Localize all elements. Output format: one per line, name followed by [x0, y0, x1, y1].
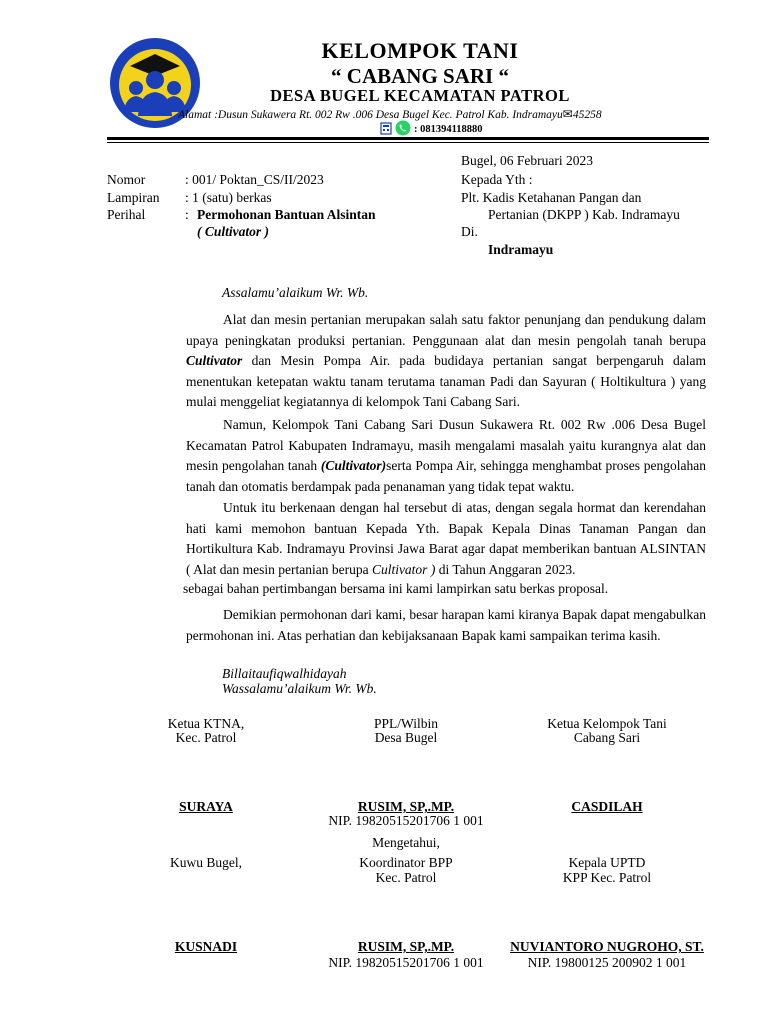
perihal-value: Permohonan Bantuan Alsintan: [197, 207, 376, 222]
perihal-colon: :: [185, 207, 189, 222]
mail-icon: ✉: [562, 107, 573, 121]
recipient-city: Indramayu: [488, 242, 554, 257]
paragraph-3-tail: sebagai bahan pertimbangan bersama ini kami lampirkan satu berkas proposal.: [183, 581, 609, 596]
sig3-name: CASDILAH: [571, 799, 643, 814]
recipient-line-2: Pertanian (DKPP ) Kab. Indramayu: [488, 207, 680, 222]
di-label: Di.: [461, 224, 478, 239]
sig2-name: RUSIM, SP,.MP.: [357, 799, 455, 814]
perihal-label: Perihal: [107, 207, 146, 222]
org-subname: “ CABANG SARI “: [331, 64, 509, 88]
letterhead-divider-thin: [107, 142, 709, 143]
sig2-title-1: PPL/Wilbin: [374, 716, 438, 731]
sig5-title-2: Kec. Patrol: [375, 870, 437, 885]
sig1-name: SURAYA: [179, 799, 233, 814]
org-name: KELOMPOK TANI: [321, 38, 519, 63]
closing-1: Billaitaufiqwalhidayah: [222, 666, 347, 681]
nomor-value: : 001/ Poktan_CS/II/2023: [185, 172, 324, 187]
postal-code: 45258: [572, 109, 602, 121]
greeting: Assalamu’alaikum Wr. Wb.: [222, 285, 369, 300]
sig6-nip: NIP. 19800125 200902 1 001: [527, 955, 687, 970]
lampiran-value: : 1 (satu) berkas: [185, 190, 272, 205]
paragraph-2: Namun, Kelompok Tani Cabang Sari Dusun Sukawera Rt. 002 Rw .006 Desa Bugel Kecamatan Patrol Kabupaten Indramayu, masih mengalami masalah yaitu kurangnya alat dan mesin pengolahan tanah (Cultivator)serta Pompa Air, sehingga menghambat proses pengolahan tanah dan otomatis berdampak pada penanaman yang tidak tepat waktu.: [186, 417, 706, 494]
sig2-nip: NIP. 19820515201706 1 001: [328, 813, 484, 828]
closing-2: Wassalamu’alaikum Wr. Wb.: [222, 681, 377, 696]
telephone-icon: [380, 122, 392, 138]
sig5-name: RUSIM, SP,.MP.: [357, 939, 455, 954]
sig5-nip: NIP. 19820515201706 1 001: [328, 955, 484, 970]
perihal-value-2: ( Cultivator ): [197, 224, 270, 239]
org-village: DESA BUGEL KECAMATAN PATROL: [270, 86, 570, 105]
mengetahui-label: Mengetahui,: [372, 835, 440, 850]
paragraph-3: Untuk itu berkenaan dengan hal tersebut di atas, dengan segala hormat dan kerendahan hati kami memohon bantuan Kepada Yth. Bapak Kepala Dinas Tanaman Pangan dan Hortikultura Kab. Indramayu Provinsi Jawa Barat agar dapat memberikan bantuan ALSINTAN ( Alat dan mesin pertanian berupa Cultivator ) di Tahun Anggaran 2023.: [186, 500, 706, 577]
address-text: Alamat :Dusun Sukawera Rt. 002 Rw .006 Desa Bugel Kec. Patrol Kab. Indramayu: [178, 109, 563, 121]
sig3-title-1: Ketua Kelompok Tani: [547, 716, 667, 731]
sig2-title-2: Desa Bugel: [374, 730, 438, 745]
place-date: Bugel, 06 Februari 2023: [461, 153, 593, 168]
sig4-title: Kuwu Bugel,: [170, 855, 242, 870]
sig6-title-2: KPP Kec. Patrol: [562, 870, 652, 885]
phone-number: : 081394118880: [414, 124, 483, 135]
nomor-label: Nomor: [107, 172, 146, 187]
paragraph-1: Alat dan mesin pertanian merupakan salah satu faktor penunjang dan pendukung dalam upaya peningkatan produksi pertanian. Penggunaan alat dan mesin pengolah tanah berupa Cultivator dan Mesin Pompa Air. pada budidaya pertanian sangat berpengaruh dalam menentukan ketepatan waktu tanam terutama tanaman Padi dan Sayuran ( Holtikultura ) yang mulai menggeliat kegiatannya di kelompok Tani Cabang Sari.: [186, 312, 706, 409]
kepada-label: Kepada Yth :: [461, 172, 533, 187]
sig6-name: NUVIANTORO NUGROHO, ST.: [510, 939, 704, 954]
sig5-title-1: Koordinator BPP: [359, 855, 453, 870]
sig3-title-2: Cabang Sari: [573, 730, 641, 745]
sig1-title-2: Kec. Patrol: [175, 730, 237, 745]
lampiran-label: Lampiran: [107, 190, 160, 205]
sig1-title-1: Ketua KTNA,: [167, 716, 245, 731]
recipient-line-1: Plt. Kadis Ketahanan Pangan dan: [461, 190, 642, 205]
letterhead-divider-thick: [107, 137, 709, 140]
sig4-name: KUSNADI: [174, 939, 238, 954]
paragraph-4: Demikian permohonan dari kami, besar harapan kami kiranya Bapak dapat mengabulkan permohonan ini. Atas perhatian dan kebijaksanaan Bapak kami sampaikan terima kasih.: [186, 607, 706, 643]
sig6-title-1: Kepala UPTD: [568, 855, 646, 870]
